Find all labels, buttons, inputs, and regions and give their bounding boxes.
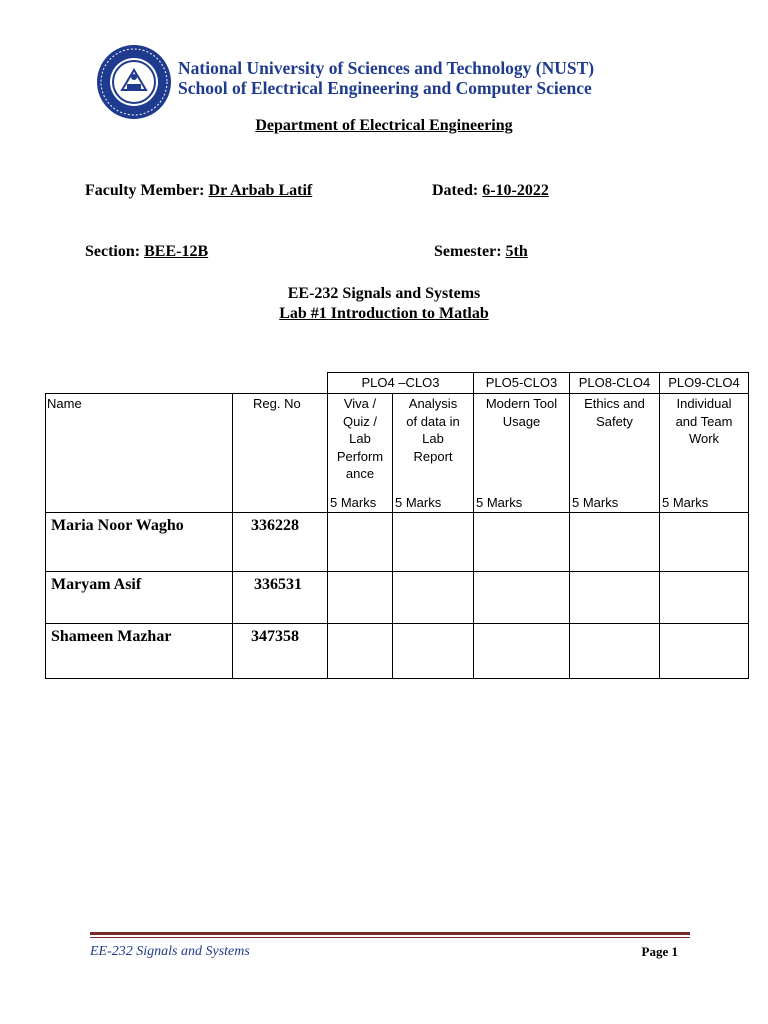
criterion-marks: 5 Marks — [662, 495, 709, 510]
criterion-marks: 5 Marks — [330, 495, 377, 510]
mark-cell[interactable] — [474, 572, 570, 624]
footer-course: EE-232 Signals and Systems — [90, 944, 250, 959]
student-name: Maryam Asif — [46, 572, 233, 624]
criterion-label: Analysis of data in Lab Report — [406, 396, 460, 464]
faculty-value: Dr Arbab Latif — [208, 182, 313, 199]
section-value: BEE-12B — [144, 243, 209, 260]
plo-header: PLO8-CLO4 — [570, 373, 660, 394]
criterion-header — [660, 394, 749, 513]
faculty-label: Faculty Member: — [85, 182, 205, 199]
table-row — [46, 513, 749, 572]
mark-cell[interactable] — [393, 624, 474, 679]
semester-label: Semester: — [434, 243, 502, 260]
mark-cell[interactable] — [328, 513, 393, 572]
dated-line — [432, 182, 549, 200]
lab-title: Lab #1 Introduction to Matlab — [279, 305, 489, 322]
criterion-label: Modern Tool Usage — [485, 396, 558, 429]
school-name: School of Electrical Engineering and Computer Science — [178, 78, 592, 98]
institution-header — [178, 58, 594, 98]
mark-cell[interactable] — [660, 624, 749, 679]
mark-cell[interactable] — [328, 624, 393, 679]
dated-label: Dated: — [432, 182, 479, 199]
mark-cell[interactable] — [474, 624, 570, 679]
criterion-header — [570, 394, 660, 513]
department-title: Department of Electrical Engineering — [255, 117, 513, 134]
table-row — [46, 572, 749, 624]
name-column-header — [46, 394, 233, 513]
mark-cell[interactable] — [570, 624, 660, 679]
reg-column-header — [233, 394, 328, 513]
marks-table — [45, 372, 749, 679]
student-name: Maria Noor Wagho — [46, 513, 233, 572]
plo-header: PLO5-CLO3 — [474, 373, 570, 394]
student-name: Shameen Mazhar — [46, 624, 233, 679]
table-row — [46, 624, 749, 679]
blank-cell — [46, 373, 233, 394]
criterion-header — [328, 394, 393, 513]
page-number: Page 1 — [641, 944, 678, 959]
criterion-label: Individual and Team Work — [675, 396, 733, 446]
mark-cell[interactable] — [393, 513, 474, 572]
plo-header: PLO9-CLO4 — [660, 373, 749, 394]
course-title: EE-232 Signals and Systems — [287, 285, 481, 302]
plo-header-row — [46, 373, 749, 394]
criterion-label: Ethics and Safety — [584, 396, 645, 429]
plo-header: PLO4 –CLO3 — [328, 373, 474, 394]
mark-cell[interactable] — [328, 572, 393, 624]
criterion-marks: 5 Marks — [395, 495, 442, 510]
student-reg: 347358 — [233, 624, 328, 679]
mark-cell[interactable] — [570, 572, 660, 624]
criteria-header-row — [46, 394, 749, 513]
semester-value: 5th — [505, 243, 528, 260]
blank-cell — [233, 373, 328, 394]
university-name: National University of Sciences and Technology (NUST) — [178, 58, 595, 78]
nust-logo — [96, 44, 172, 120]
student-reg: 336531 — [233, 572, 328, 624]
reg-header-label: Reg. No — [253, 396, 301, 411]
criterion-marks: 5 Marks — [572, 495, 619, 510]
mark-cell[interactable] — [660, 513, 749, 572]
name-header-label: Name — [47, 396, 82, 411]
mark-cell[interactable] — [393, 572, 474, 624]
student-reg: 336228 — [233, 513, 328, 572]
section-label: Section: — [85, 243, 141, 260]
mark-cell[interactable] — [660, 572, 749, 624]
section-line — [85, 243, 208, 261]
criterion-header — [393, 394, 474, 513]
semester-line — [434, 243, 528, 261]
dated-value: 6-10-2022 — [482, 182, 549, 199]
criterion-label: Viva / Quiz / Lab Perform ance — [336, 396, 384, 481]
footer-rule — [90, 932, 690, 935]
mark-cell[interactable] — [570, 513, 660, 572]
mark-cell[interactable] — [474, 513, 570, 572]
criterion-marks: 5 Marks — [476, 495, 523, 510]
footer-rule-thin — [90, 937, 690, 938]
faculty-line — [85, 182, 312, 200]
criterion-header — [474, 394, 570, 513]
